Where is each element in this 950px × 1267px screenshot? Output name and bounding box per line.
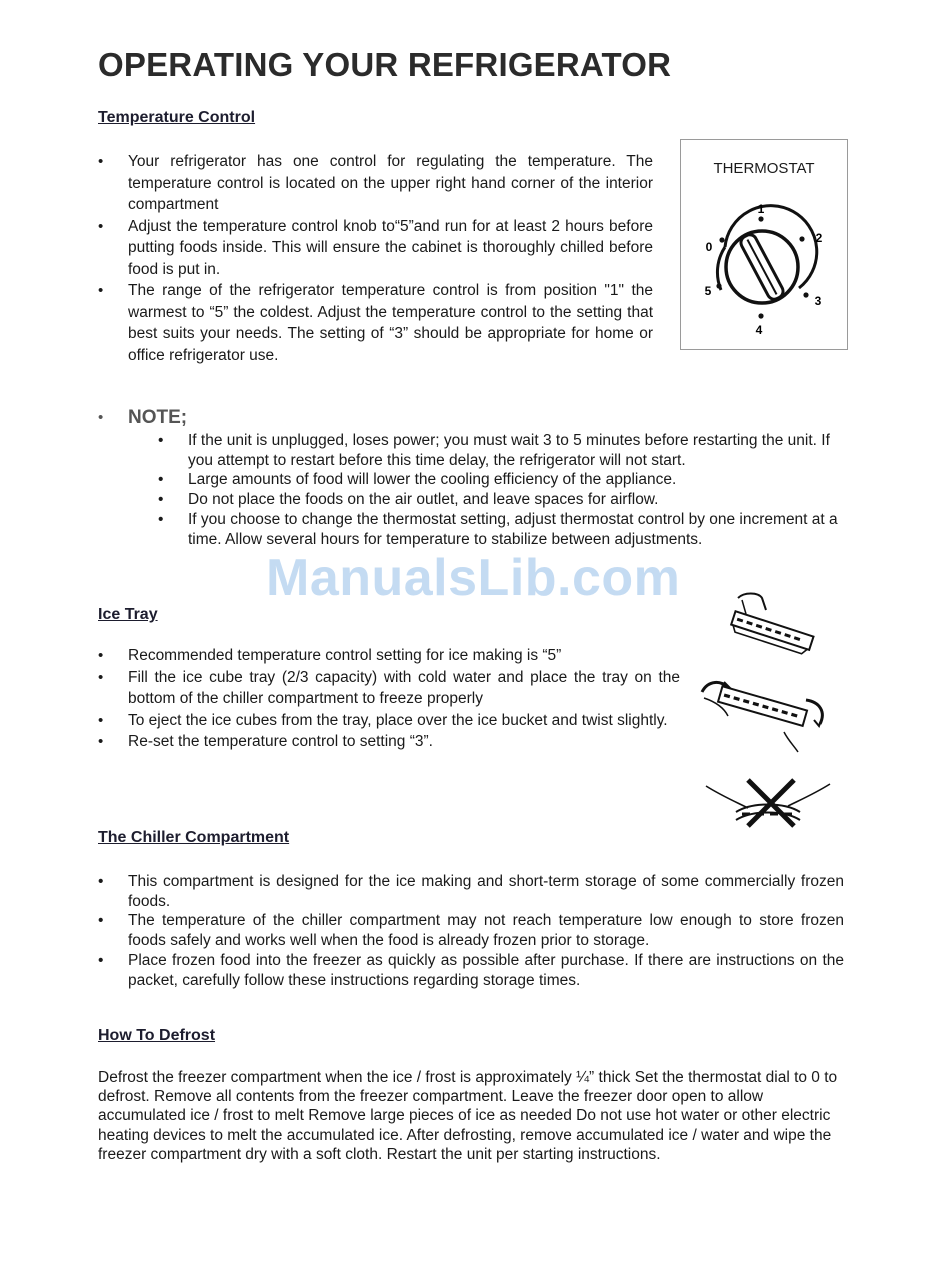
list-item: • Fill the ice cube tray (2/3 capacity) with cold water and place the tray on the bottom of the chiller compartment to freeze properly bbox=[98, 668, 680, 707]
ice-tray-heading: Ice Tray bbox=[98, 606, 158, 623]
temperature-control-list bbox=[98, 151, 653, 366]
bullet-icon: • bbox=[98, 409, 104, 426]
ice-tray-fill-icon bbox=[718, 590, 818, 662]
dial-mark-3: 3 bbox=[814, 294, 822, 308]
page-title: OPERATING YOUR REFRIGERATOR bbox=[98, 46, 672, 83]
watermark-logo: ManualsLib.com bbox=[266, 549, 681, 607]
bullet-icon: • bbox=[98, 217, 104, 235]
bullet-icon: • bbox=[98, 153, 104, 170]
thermostat-dial-icon bbox=[681, 140, 847, 349]
list-item: • To eject the ice cubes from the tray, place over the ice bucket and twist slightly. bbox=[98, 710, 680, 732]
ice-tray-bend-prohibited-icon bbox=[702, 772, 834, 828]
list-item: • This compartment is designed for the ice making and short-term storage of some commercially frozen foods. bbox=[98, 873, 844, 910]
bullet-icon: • bbox=[98, 951, 104, 969]
list-item: • Large amounts of food will lower the cooling efficiency of the appliance. bbox=[158, 471, 677, 489]
bullet-icon: • bbox=[98, 733, 104, 750]
thermostat-figure bbox=[680, 139, 848, 350]
temperature-control-heading: Temperature Control bbox=[98, 109, 256, 126]
defrost-paragraph: Defrost the freezer compartment when the ice / frost is approximately ¼” thick Set the thermostat dial to 0 to defrost. Remove all contents from the freezer compartment. Leave the freezer door open to allow accumulated ice / frost to melt Remove large pieces of ice as needed Do not use hot water or other electric heating devices to melt the accumulated ice. After defrosting, remove accumulated ice / water and wipe the freezer compartment dry with a soft cloth. Restart the unit per starting instructions. bbox=[98, 1069, 838, 1163]
list-item: • Re-set the temperature control to setting “3”. bbox=[98, 731, 680, 753]
bullet-icon: • bbox=[158, 510, 164, 528]
bullet-icon: • bbox=[98, 282, 104, 299]
chiller-heading: The Chiller Compartment bbox=[98, 829, 290, 846]
list-item: • The temperature of the chiller compartment may not reach temperature low enough to store frozen foods safely and works well when the food is already frozen prior to storage. bbox=[98, 912, 844, 950]
thermostat-label: THERMOSTAT bbox=[713, 160, 815, 177]
list-item: • If the unit is unplugged, loses power; you must wait 3 to 5 minutes before restarting the unit. If you attempt to restart before this time delay, the refrigerator will not start. bbox=[158, 432, 830, 469]
list-item: • The range of the refrigerator temperature control is from position "1" the warmest to “5” the coldest. Adjust the temperature control to the setting that best suits your needs. The setting of “3” should be appropriate for home or office refrigerator use. bbox=[98, 282, 653, 364]
bullet-icon: • bbox=[98, 912, 104, 930]
defrost-heading: How To Defrost bbox=[98, 1027, 216, 1044]
bullet-icon: • bbox=[158, 491, 164, 509]
dial-mark-0: 0 bbox=[705, 240, 713, 254]
ice-tray-twist-icon bbox=[698, 672, 832, 754]
list-item: • If you choose to change the thermostat setting, adjust thermostat control by one increment at a time. Allow several hours for temperature to stabilize between adjustments. bbox=[158, 510, 838, 548]
dial-mark-5: 5 bbox=[704, 284, 712, 298]
ice-tray-list bbox=[98, 645, 680, 753]
dial-mark-1: 1 bbox=[757, 202, 765, 216]
list-item: • Do not place the foods on the air outlet, and leave spaces for airflow. bbox=[158, 491, 659, 509]
list-item: • Your refrigerator has one control for regulating the temperature. The temperature control is located on the upper right hand corner of the interior compartment bbox=[98, 153, 653, 213]
note-list bbox=[158, 431, 838, 549]
list-item: • Place frozen food into the freezer as quickly as possible after purchase. If there are instructions on the packet, carefully follow these instructions regarding storage times. bbox=[98, 951, 844, 989]
chiller-list bbox=[98, 872, 844, 990]
bullet-icon: • bbox=[98, 647, 104, 664]
dial-mark-4: 4 bbox=[755, 323, 763, 337]
bullet-icon: • bbox=[158, 471, 164, 489]
bullet-icon: • bbox=[98, 873, 104, 890]
note-label: NOTE; bbox=[128, 407, 188, 428]
bullet-icon: • bbox=[158, 432, 164, 449]
bullet-icon: • bbox=[98, 711, 104, 729]
list-item: • Recommended temperature control setting for ice making is “5” bbox=[98, 645, 680, 667]
list-item: • Adjust the temperature control knob to“5”and run for at least 2 hours before putting foods inside. This will ensure the cabinet is thoroughly chilled before food is put in. bbox=[98, 217, 653, 278]
dial-mark-2: 2 bbox=[815, 231, 823, 245]
bullet-icon: • bbox=[98, 668, 104, 686]
